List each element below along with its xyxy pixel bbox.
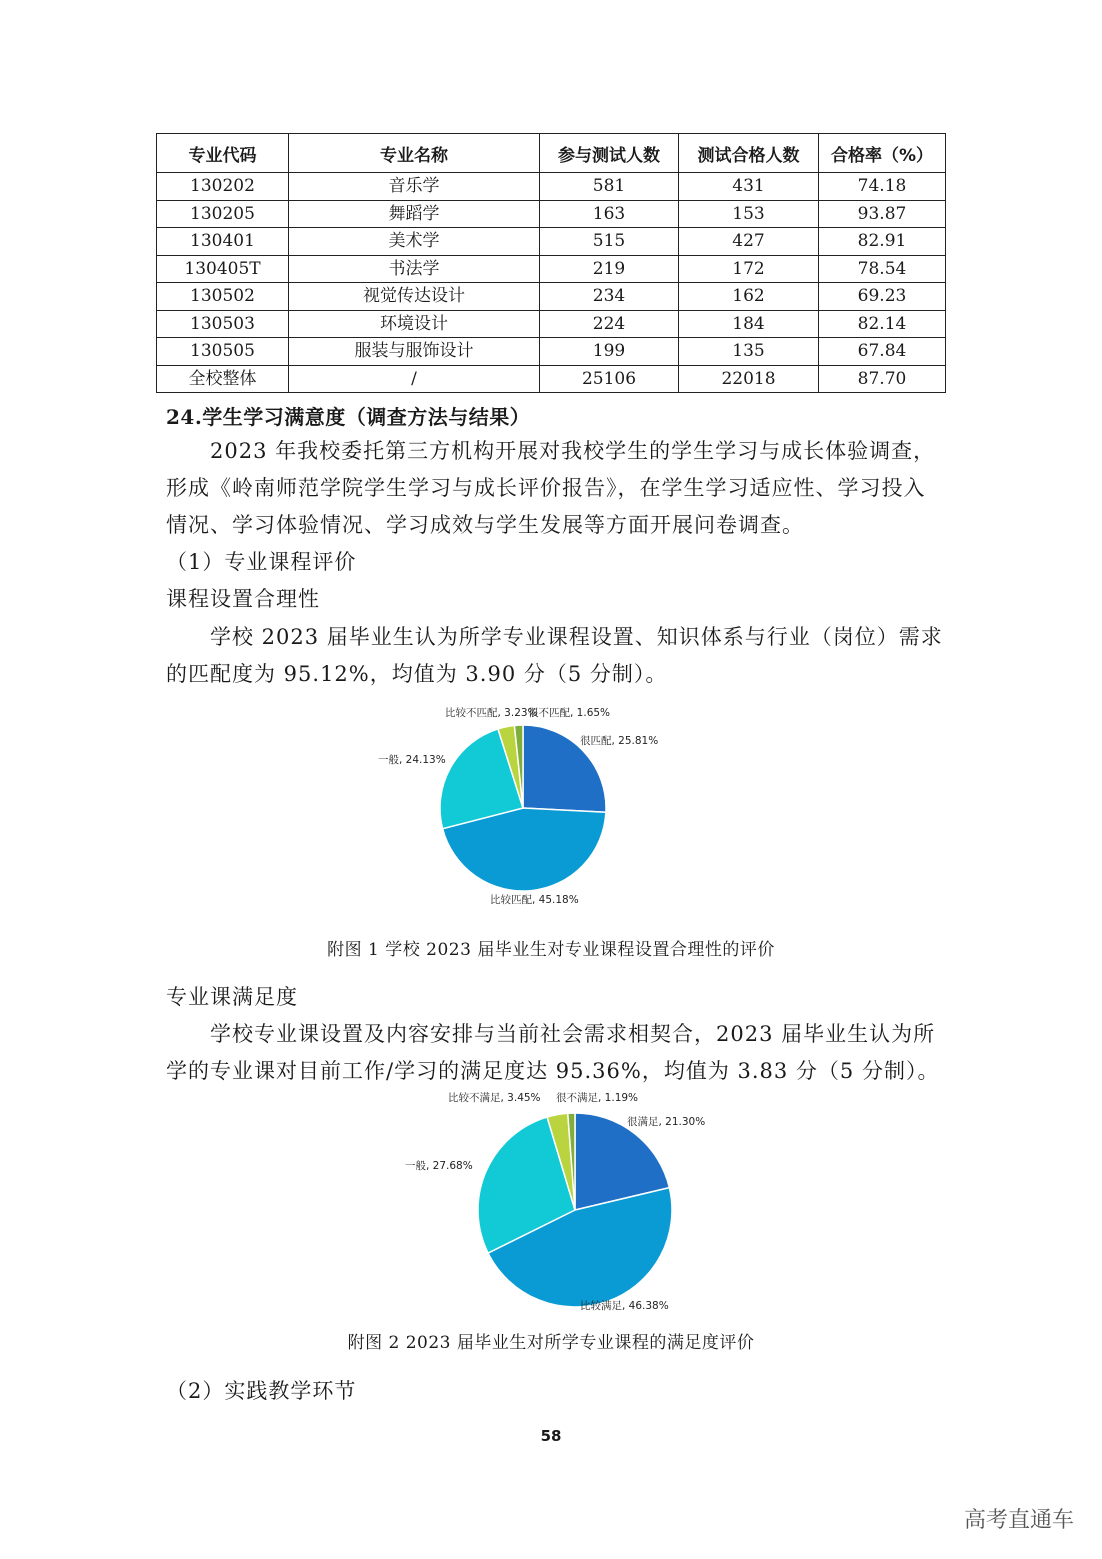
pie1-label-general: 一般, 24.13% [378, 754, 446, 766]
paragraph-course-satisfaction [166, 1016, 946, 1090]
table-header-row [157, 134, 946, 173]
cell-name: 舞蹈学 [289, 200, 540, 228]
cell-name: 书法学 [289, 255, 540, 283]
pie2-label-fairly: 比较满足, 46.38% [580, 1300, 669, 1312]
cell-passed: 135 [679, 338, 819, 366]
intro-line: 情况、学习体验情况、学习成效与学生发展等方面开展问卷调查。 [166, 513, 804, 537]
cell-code: 130505 [157, 338, 289, 366]
subsection-heading-2: （2）实践教学环节 [166, 1379, 357, 1403]
pie1-label-very-not: 很不匹配, 1.65% [528, 707, 611, 719]
cell-passed: 431 [679, 173, 819, 201]
figure-caption-2: 附图 2 2023 届毕业生对所学专业课程的满足度评价 [347, 1333, 755, 1353]
pie-chart-2 [395, 1085, 735, 1315]
intro-paragraph [166, 433, 946, 544]
cell-name: 环境设计 [289, 310, 540, 338]
cell-rate: 69.23 [819, 283, 946, 311]
intro-line: 2023 年我校委托第三方机构开展对我校学生的学生学习与成长体验调查， [210, 439, 936, 463]
cell-name: / [289, 365, 540, 393]
cell-passed: 153 [679, 200, 819, 228]
cell-name: 美术学 [289, 228, 540, 256]
cell-passed: 22018 [679, 365, 819, 393]
table-row [157, 200, 946, 228]
pass-rate-table [156, 133, 946, 393]
cell-code: 130502 [157, 283, 289, 311]
cell-code: 130503 [157, 310, 289, 338]
cell-participants: 234 [540, 283, 679, 311]
cell-passed: 184 [679, 310, 819, 338]
cell-code: 全校整体 [157, 365, 289, 393]
heading-course-satisfaction: 专业课满足度 [166, 985, 298, 1009]
subsection-heading-1: （1）专业课程评价 [166, 550, 357, 574]
cell-code: 130202 [157, 173, 289, 201]
para-line: 学校专业课设置及内容安排与当前社会需求相契合，2023 届毕业生认为所 [210, 1022, 936, 1046]
cell-rate: 78.54 [819, 255, 946, 283]
pie2-label-very-not: 很不满足, 1.19% [556, 1092, 639, 1104]
cell-rate: 93.87 [819, 200, 946, 228]
cell-name: 服装与服饰设计 [289, 338, 540, 366]
section-title: 24.学生学习满意度（调查方法与结果） [166, 405, 531, 429]
cell-participants: 224 [540, 310, 679, 338]
para-line: 学的专业课对目前工作/学习的满足度达 95.36%，均值为 3.83 分（5 分制）。 [166, 1059, 940, 1083]
cell-code: 130401 [157, 228, 289, 256]
pie1-label-very: 很匹配, 25.81% [580, 735, 659, 747]
header-passed: 测试合格人数 [679, 134, 819, 173]
cell-rate: 67.84 [819, 338, 946, 366]
cell-participants: 199 [540, 338, 679, 366]
cell-participants: 581 [540, 173, 679, 201]
cell-participants: 515 [540, 228, 679, 256]
paragraph-course-rationality [166, 619, 946, 693]
pie1-label-fairly: 比较匹配, 45.18% [490, 894, 579, 906]
cell-rate: 82.14 [819, 310, 946, 338]
header-name: 专业名称 [289, 134, 540, 173]
cell-passed: 427 [679, 228, 819, 256]
intro-line: 形成《岭南师范学院学生学习与成长评价报告》，在学生学习适应性、学习投入 [166, 476, 926, 500]
header-code: 专业代码 [157, 134, 289, 173]
cell-name: 音乐学 [289, 173, 540, 201]
pie2-label-general: 一般, 27.68% [405, 1160, 473, 1172]
cell-participants: 163 [540, 200, 679, 228]
table-row [157, 283, 946, 311]
table-row-total [157, 365, 946, 393]
para-line: 学校 2023 届毕业生认为所学专业课程设置、知识体系与行业（岗位）需求 [210, 625, 943, 649]
cell-code: 130405T [157, 255, 289, 283]
cell-code: 130205 [157, 200, 289, 228]
pie2-label-very: 很满足, 21.30% [627, 1116, 706, 1128]
figure-caption-1: 附图 1 学校 2023 届毕业生对专业课程设置合理性的评价 [327, 940, 775, 960]
watermark-text: 高考直通车 [963, 1508, 1074, 1533]
header-participants: 参与测试人数 [540, 134, 679, 173]
pie1-label-fairly-not: 比较不匹配, 3.23% [445, 707, 538, 719]
table-row [157, 255, 946, 283]
header-rate: 合格率（%） [819, 134, 946, 173]
heading-course-rationality: 课程设置合理性 [166, 587, 320, 611]
pie-chart-1 [360, 700, 800, 915]
cell-rate: 87.70 [819, 365, 946, 393]
cell-passed: 172 [679, 255, 819, 283]
table-row [157, 310, 946, 338]
table-row [157, 173, 946, 201]
cell-passed: 162 [679, 283, 819, 311]
cell-participants: 25106 [540, 365, 679, 393]
cell-rate: 74.18 [819, 173, 946, 201]
pie2-label-fairly-not: 比较不满足, 3.45% [448, 1092, 541, 1104]
cell-name: 视觉传达设计 [289, 283, 540, 311]
cell-rate: 82.91 [819, 228, 946, 256]
cell-participants: 219 [540, 255, 679, 283]
page-number: 58 [540, 1427, 562, 1445]
table-row [157, 228, 946, 256]
table-row [157, 338, 946, 366]
para-line: 的匹配度为 95.12%，均值为 3.90 分（5 分制）。 [166, 662, 668, 686]
